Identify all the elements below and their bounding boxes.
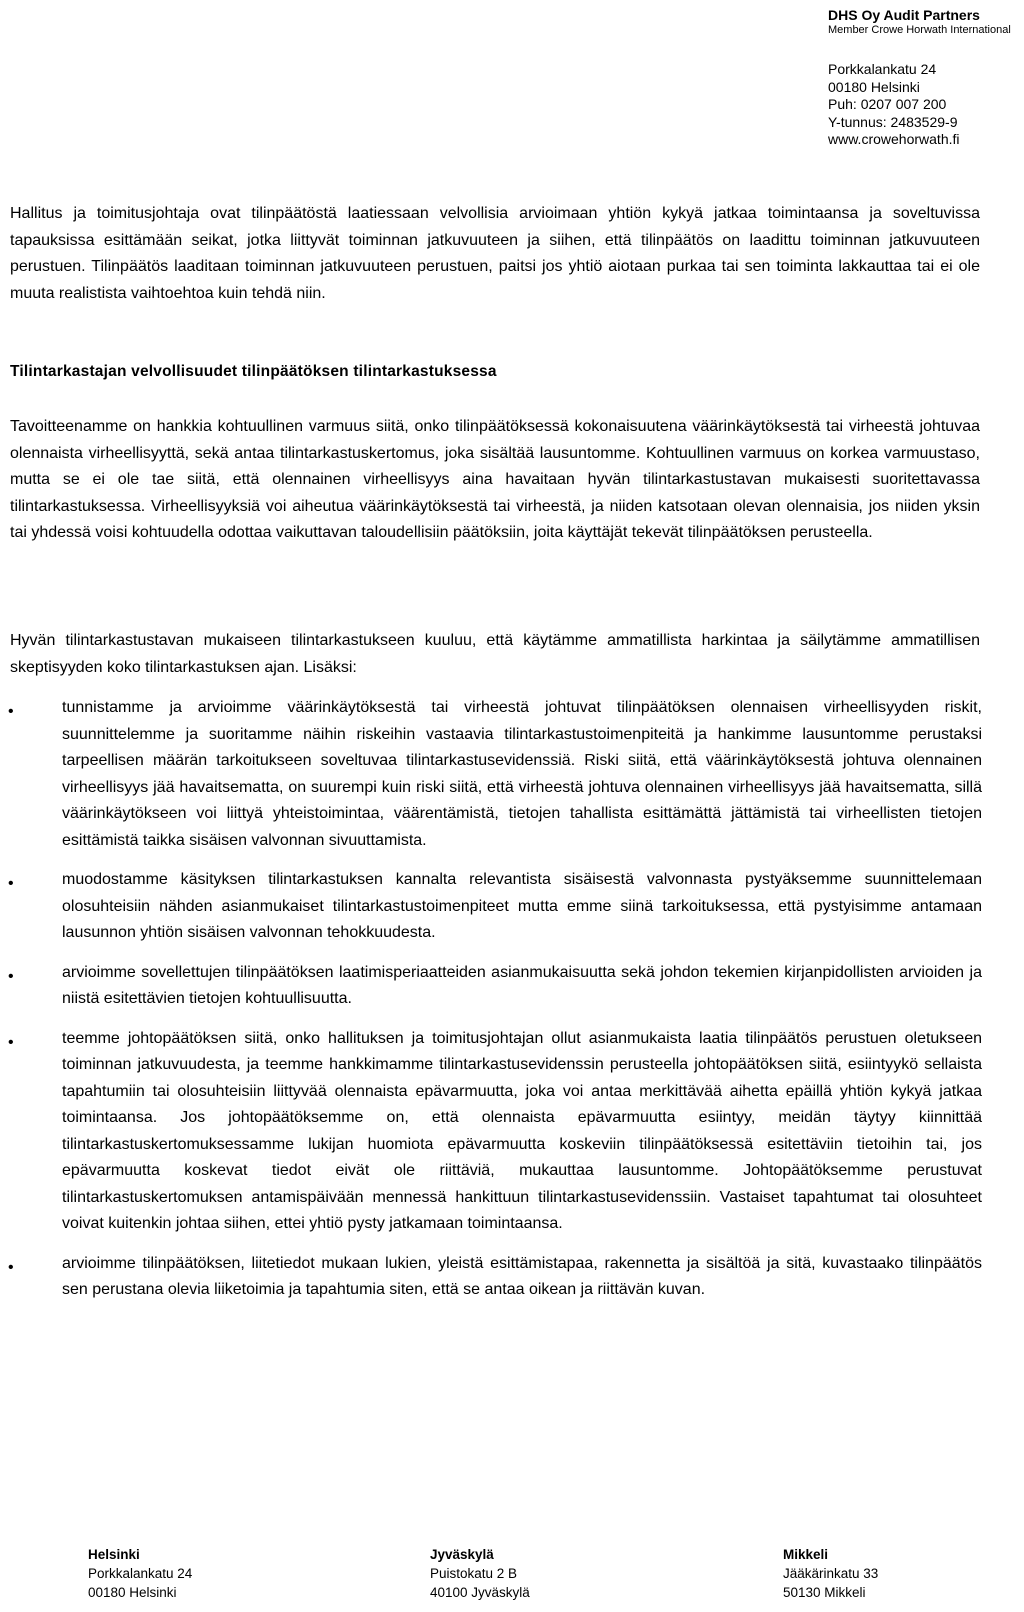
office-postal: 00180 Helsinki	[88, 1585, 177, 1600]
phone-line: Puh: 0207 007 200	[828, 96, 947, 112]
list-item	[0, 695, 982, 854]
procedures-list	[0, 695, 1024, 1304]
list-item	[0, 1026, 982, 1238]
firm-name: DHS Oy Audit Partners	[828, 7, 980, 23]
list-item-text: muodostamme käsityksen tilintarkastuksen kannalta relevantista sisäisestä valvonnasta pystyäksemme suunnittelemaan olosuhteisiin nähden asianmukaiset tilintarkastustoimenpiteet mutta emme siinä tarkoituksessa, että pystyisimme antamaan lausunnon yhtiön sisäisen valvonnan tehokkuudesta.	[62, 871, 982, 941]
office-city: Mikkeli	[783, 1547, 829, 1562]
list-item	[0, 867, 982, 947]
list-item-text: arvioimme sovellettujen tilinpäätöksen laatimisperiaatteiden asianmukaisuutta sekä johdon tekemien kirjanpidollisten arvioiden ja niistä esitettävien tietojen kohtuullisuutta.	[62, 963, 982, 1007]
bullet-icon: •	[8, 967, 14, 985]
website-line: www.crowehorwath.fi	[828, 131, 960, 147]
intro-paragraph: Hallitus ja toimitusjohtaja ovat tilinpäätöstä laatiessaan velvollisia arvioimaan yhtiön kykyä jatkaa toimintaansa ja soveltuvissa tapauksissa esittämään seikat, jotka liittyvät toiminnan jatkuvuuteen ja siihen, että tilinpäätös on laadittu toiminnan jatkuvuuteen perustuen. Tilinpäätös laaditaan toiminnan jatkuvuuteen perustuen, paitsi jos yhtiö aiotaan purkaa tai sen toiminta lakkauttaa tai ei ole muuta realistista vaihtoehtoa kuin tehdä niin.	[10, 205, 980, 302]
office-street: Puistokatu 2 B	[430, 1566, 518, 1581]
office-city: Helsinki	[88, 1547, 140, 1562]
letterhead	[828, 6, 1018, 149]
member-line: Member Crowe Horwath International	[828, 24, 1011, 36]
list-item	[0, 1251, 982, 1304]
footer-office-helsinki	[88, 1545, 192, 1602]
firm-address	[828, 61, 1018, 149]
bullet-icon: •	[8, 875, 14, 892]
address-line: 00180 Helsinki	[828, 78, 920, 95]
list-item-text: tunnistamme ja arvioimme väärinkäytöksestä tai virheestä johtuvat tilinpäätöksen olennaisen virheellisyyden riskit, suunnittelemme ja suoritamme näihin riskeihin vastaavia tilintarkastustoimenpiteitä ja hankimme lausuntomme perustaksi tarpeellisen määrän tarkoitukseen soveltuvaa tilintarkastusevidenssiä. Riski siitä, että väärinkäytöksestä johtuva olennainen virheellisyys jää havaitsematta, on suurempi kuin riski siitä, että virheestä johtuva olennainen virheellisyys jää havaitsematta, sillä väärinkäytökseen voi liittyä yhteistoimintaa, väärentämistä, tietojen tahallista esittämättä jättämistä tai virheellisten tietojen esittämistä taikka sisäisen valvonnan sivuuttamista.	[62, 699, 982, 849]
office-street: Porkkalankatu 24	[88, 1566, 193, 1581]
office-postal: 50130 Mikkeli	[783, 1585, 866, 1600]
address-line: Porkkalankatu 24	[828, 61, 937, 77]
list-item-text: arvioimme tilinpäätöksen, liitetiedot mukaan lukien, yleistä esittämistapaa, rakennetta ja sisältöä ja sitä, kuvastaako tilinpäätös sen perustana olevia liiketoimia ja tapahtumia siten, että se antaa oikean ja riittävän kuvan.	[62, 1254, 982, 1298]
practice-paragraph: Hyvän tilintarkastustavan mukaiseen tilintarkastukseen kuuluu, että käytämme ammatillista harkintaa ja säilytämme ammatillisen skeptisyyden koko tilintarkastuksen ajan. Lisäksi:	[10, 632, 980, 676]
list-item-text: teemme johtopäätöksen siitä, onko hallituksen ja toimitusjohtajan ollut asianmukaista laatia tilinpäätös perustuen oletukseen toiminnan jatkuvuudesta, ja teemme hankkimamme tilintarkastusevidenssin perusteella johtopäätöksen siitä, esiintyykö sellaista tapahtumiin tai olosuhteisiin liittyvää olennaista epävarmuutta, joka voi antaa merkittävää aihetta epäillä yhtiön kykyä jatkaa toimintaansa. Jos johtopäätöksemme on, että olennaista epävarmuutta esiintyy, meidän täytyy kiinnittää tilintarkastuskertomuksessamme lukijan huomiota epävarmuutta koskeviin tilinpäätöksessä esitettäviin tietoihin tai, jos epävarmuutta koskevat tiedot eivät ole riittäviä, mukauttaa lausuntomme. Johtopäätöksemme perustuvat tilintarkastuskertomuksen antamispäivään mennessä hankittuun tilintarkastusevidenssiin. Vastaiset tapahtumat tai olosuhteet voivat kuitenkin johtaa siihen, ettei yhtiö pysty jatkamaan toimintaansa.	[62, 1029, 982, 1232]
list-item	[0, 960, 982, 1013]
office-city: Jyväskylä	[430, 1547, 494, 1562]
objective-paragraph: Tavoitteenamme on hankkia kohtuullinen varmuus siitä, onko tilinpäätöksessä kokonaisuutena väärinkäytöksestä tai virheestä johtuvaa olennaista virheellisyyttä, sekä antaa tilintarkastuskertomus, joka sisältää lausuntomme. Kohtuullinen varmuus on korkea varmuustaso, mutta se ei ole tae siitä, että olennainen virheellisyys aina havaitaan hyvän tilintarkastustavan mukaisesti suoritettavassa tilintarkastuksessa. Virheellisyyksiä voi aiheutua väärinkäytöksestä tai virheestä, ja niiden katsotaan olevan olennaisia, jos niiden yksin tai yhdessä voisi kohtuudella odottaa vaikuttavan taloudellisiin päätöksiin, joita käyttäjät tekevät tilinpäätöksen perusteella.	[10, 418, 980, 541]
footer-office-jyvaskyla	[430, 1545, 530, 1602]
office-postal: 40100 Jyväskylä	[430, 1585, 530, 1600]
office-street: Jääkärinkatu 33	[783, 1566, 879, 1581]
bullet-icon: •	[8, 1258, 14, 1276]
footer-office-mikkeli	[783, 1545, 878, 1602]
business-id-line: Y-tunnus: 2483529-9	[828, 113, 958, 130]
bullet-icon: •	[8, 1033, 14, 1051]
bullet-icon: •	[8, 703, 14, 720]
section-heading: Tilintarkastajan velvollisuudet tilinpäätöksen tilintarkastuksessa	[10, 363, 497, 380]
